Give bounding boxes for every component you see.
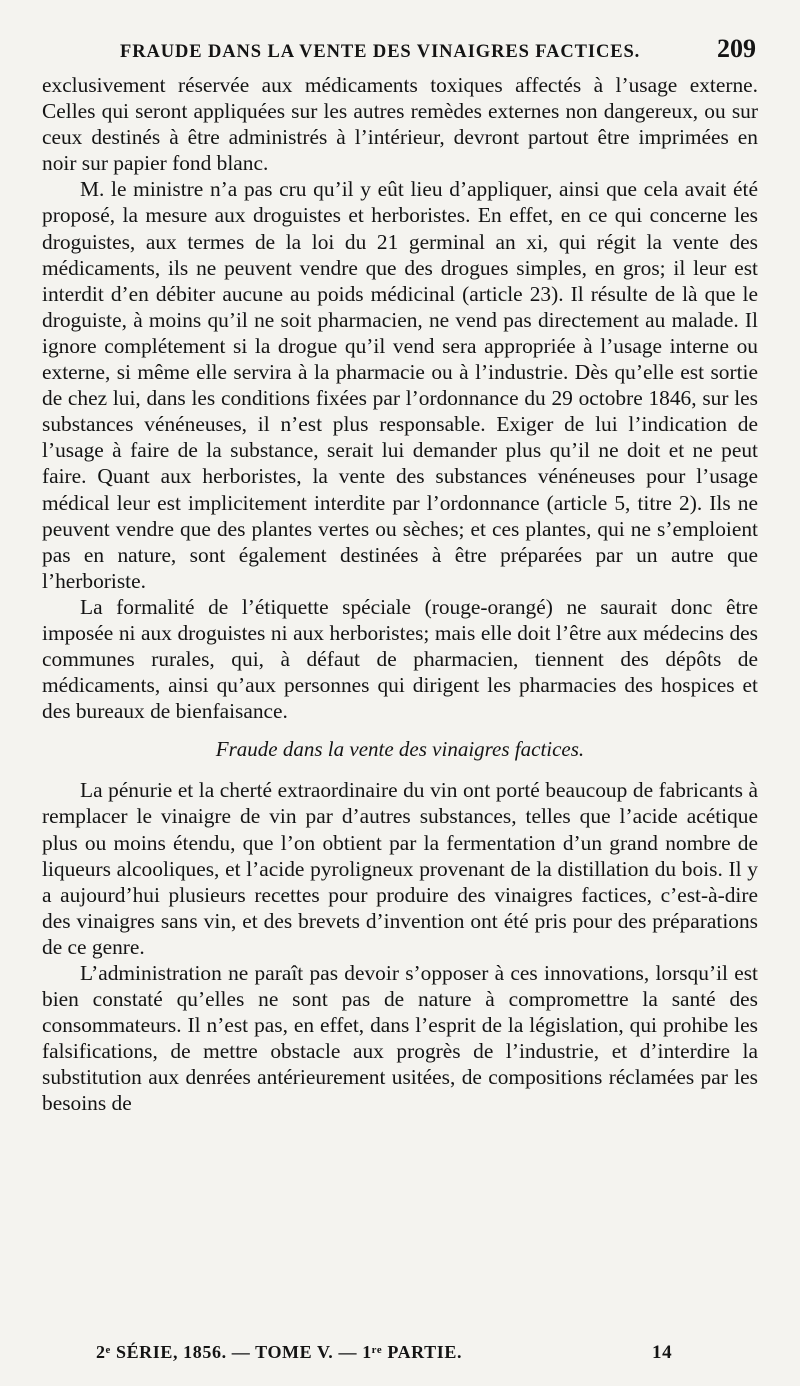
paragraph-vinaigres: La pénurie et la cherté extraordinaire du vin ont porté beaucoup de fabricants à remplacer le vinaigre de vin par d’autres substances, telles que l’acide acétique plus ou moins étendu, que l’on obtient par la fermentation d’un grand nombre de liqueurs alcooliques, et l’acide pyroligneux provenant de la distillation du bois. Il y a aujourd’hui plusieurs recettes pour produire des vinaigres factices, c’est-à-dire des vinaigres sans vin, et des brevets d’invention ont été pris pour des préparations de ce genre. [42, 778, 758, 959]
signature-line: 2ᵉ SÉRIE, 1856. — TOME V. — 1ʳᵉ PARTIE. [96, 1342, 463, 1362]
paragraph-administration: L’administration ne paraît pas devoir s’opposer à ces innovations, lorsqu’il est bien constaté qu’elles ne sont pas de nature à compromettre la santé des consommateurs. Il n’est pas, en effet, dans l’esprit de la législation, qui prohibe les falsifications, de mettre obstacle aux progrès de l’industrie, et d’interdire la substitution aux denrées antérieurement usitées, de compositions réclamées par les besoins de [42, 961, 758, 1116]
page-number: 209 [717, 34, 756, 63]
section-title: Fraude dans la vente des vinaigres factices. [215, 737, 585, 762]
paragraph-etiquette: La formalité de l’étiquette spéciale (rouge-orangé) ne saurait donc être imposée ni aux droguistes ni aux herboristes; mais elle doit l’être aux médecins des communes rurales, qui, à défaut de pharmacien, tiennent des dépôts de médicaments, ainsi qu’aux personnes qui dirigent les pharmacies des hospices et des bureaux de bienfaisance. [42, 594, 758, 724]
running-head [42, 34, 758, 72]
signature-number: 14 [652, 1342, 673, 1363]
running-title: FRAUDE DANS LA VENTE DES VINAIGRES FACTICES. [120, 42, 641, 62]
paragraph-continued: exclusivement réservée aux médicaments toxiques affectés à l’usage externe. Celles qui seront appliquées sur les autres remèdes externes non dangereux, ou sur ceux destinés à être administrés à l’intérieur, devront partout être imprimées en noir sur papier fond blanc. [42, 73, 758, 176]
paragraph-droguistes: M. le ministre n’a pas cru qu’il y eût lieu d’appliquer, ainsi que cela avait été proposé, la mesure aux droguistes et herboristes. En effet, en ce qui concerne les droguistes, aux termes de la loi du 21 germinal an xi, qui régit la vente des médicaments, ils ne peuvent vendre que des drogues simples, en gros; il leur est interdit d’en débiter aucune au poids médicinal (article 23). Il résulte de là que le droguiste, à moins qu’il ne soit pharmacien, ne vend pas directement au malade. Il ignore complétement si la drogue qu’il vend sera appropriée à l’usage interne ou externe, si même elle servira à la pharmacie ou à l’industrie. Dès qu’elle est sortie de chez lui, dans les conditions fixées par l’ordonnance du 29 octobre 1846, sur les substances vénéneuses, il n’est plus responsable. Exiger de lui l’indication de l’usage à faire de la substance, serait lui demander plus qu’il ne doit et ne peut faire. Quant aux herboristes, la vente des substances vénéneuses pour l’usage médical leur est implicitement interdite par l’ordonnance (article 5, titre 2). Ils ne peuvent vendre que des plantes vertes ou sèches; et ces plantes, qui ne s’emploient pas en nature, sont également destinées à être préparées par un autre que l’herboriste. [42, 177, 758, 593]
body-text [42, 72, 758, 1117]
